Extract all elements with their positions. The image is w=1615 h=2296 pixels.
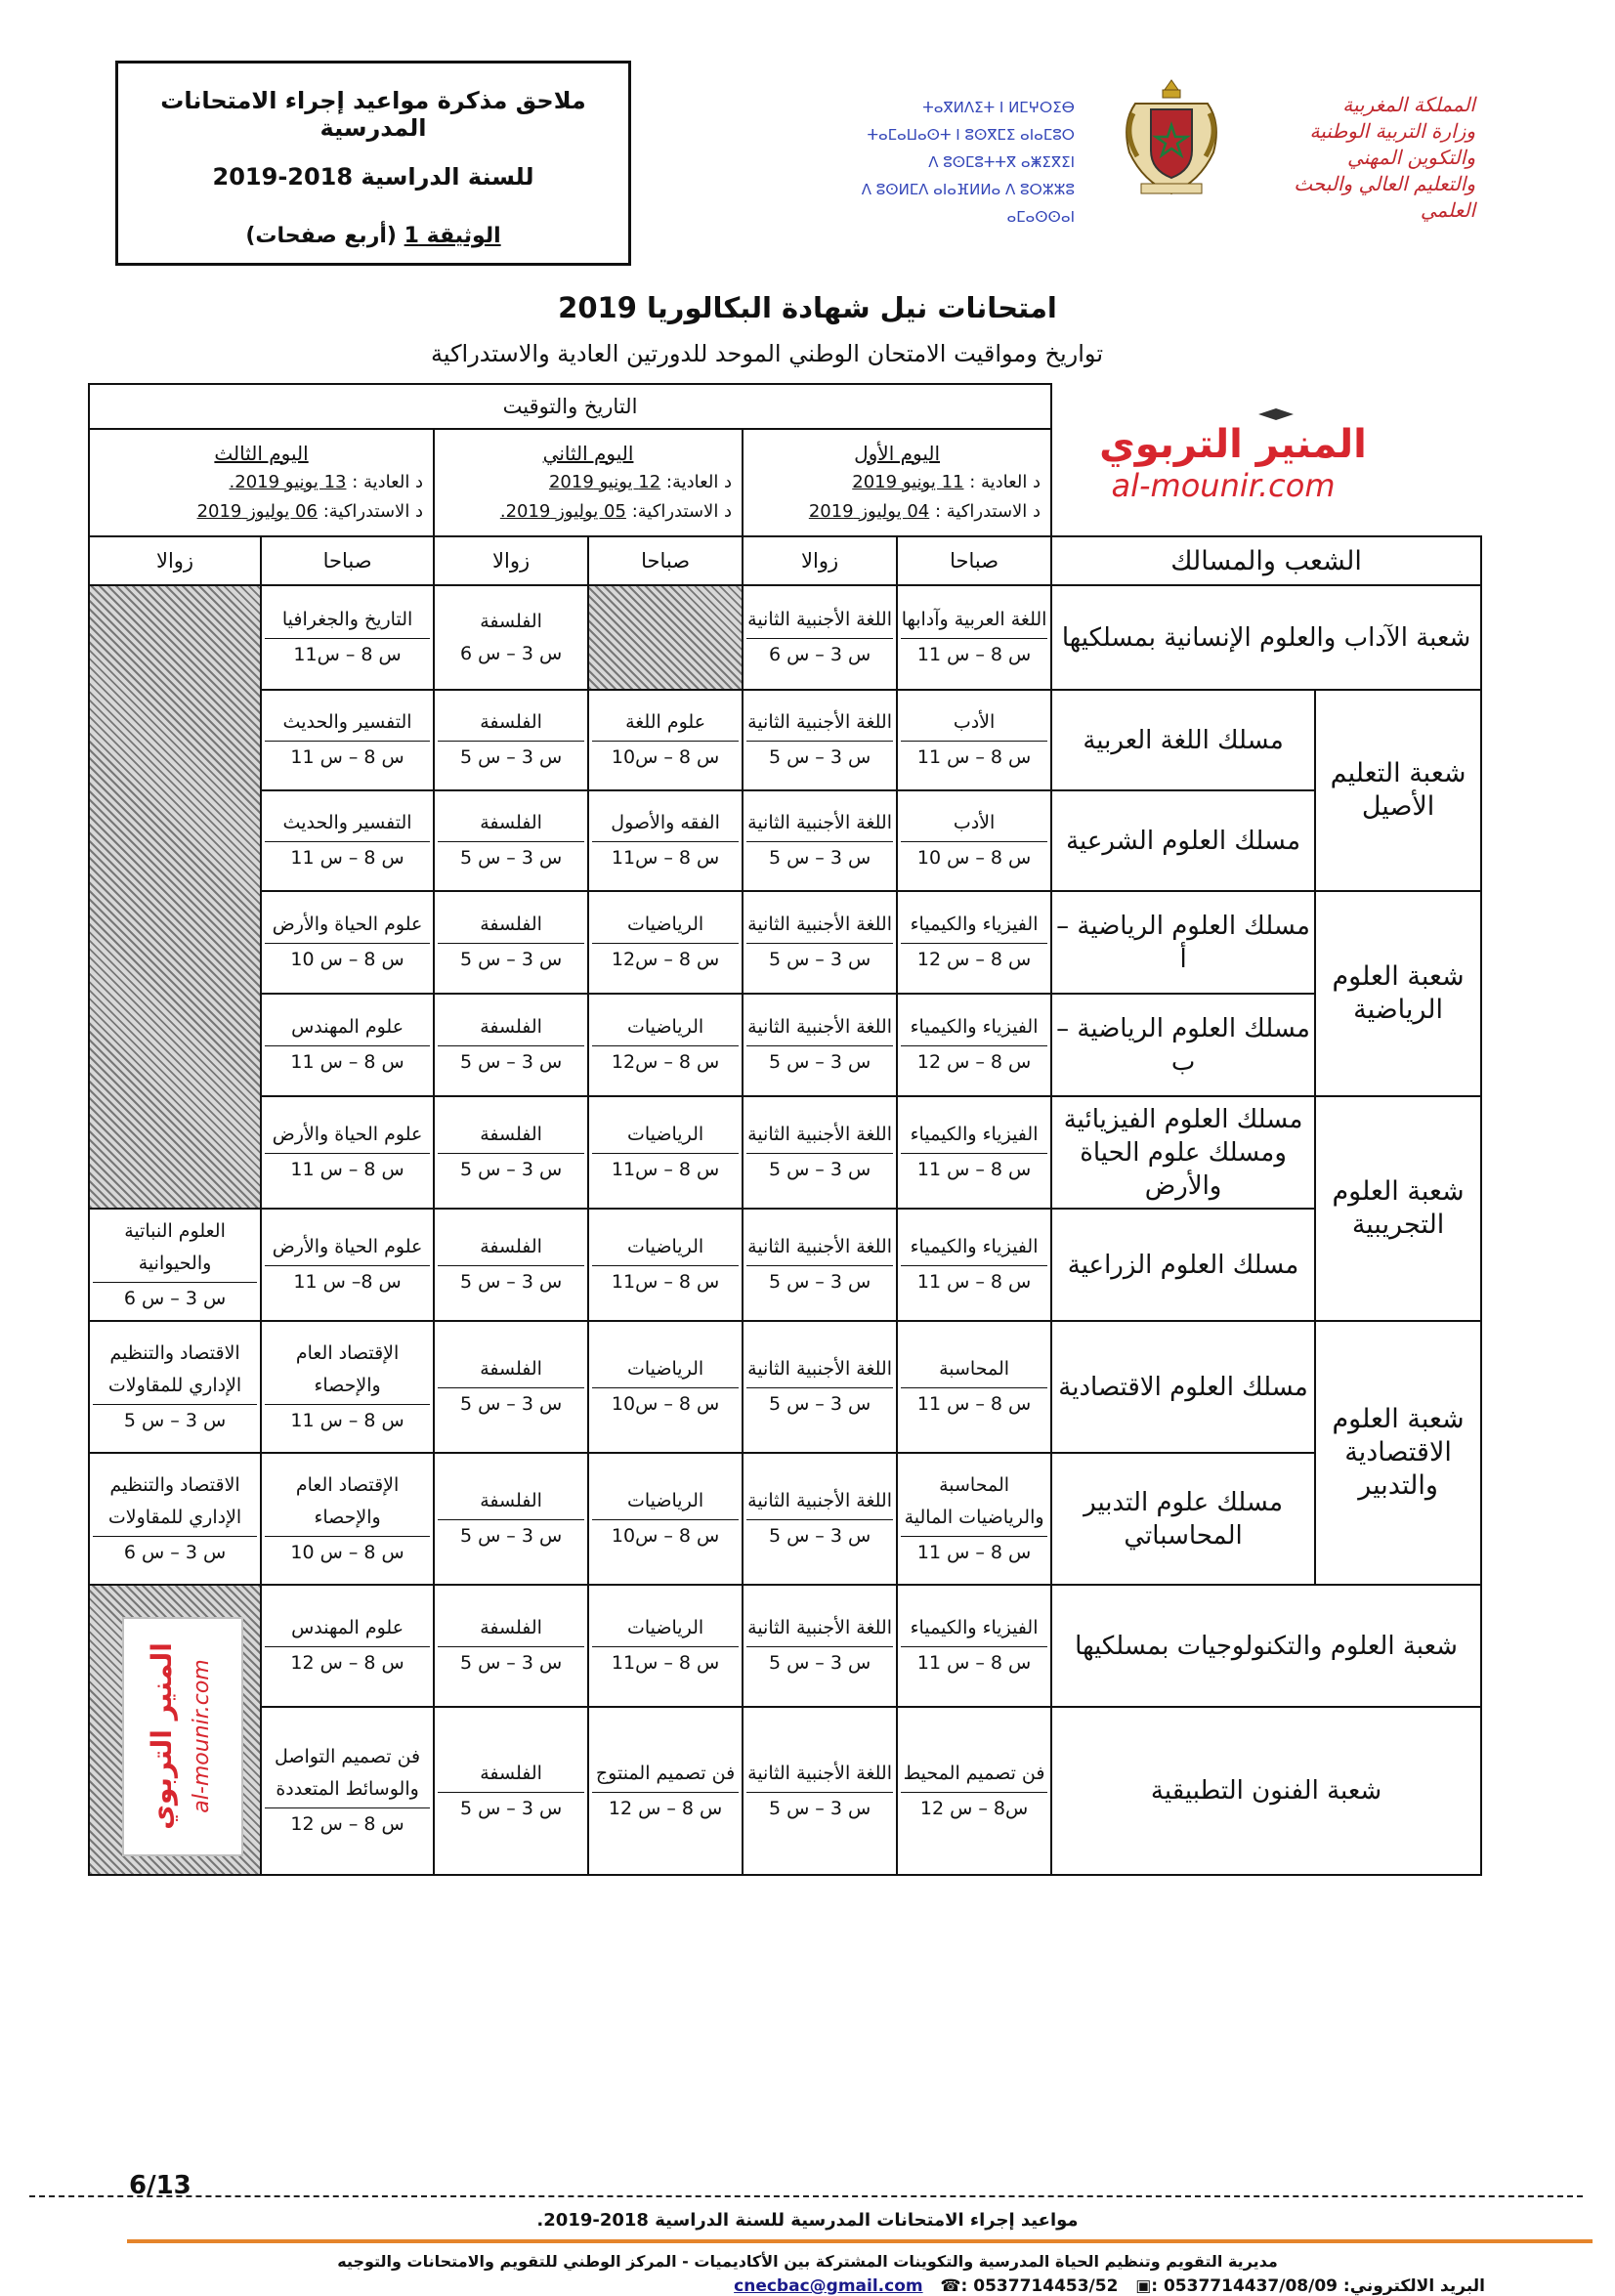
exam-cell [434,1707,588,1875]
exam-cell [897,1209,1051,1321]
subject: الفلسفة [480,914,542,935]
footer-org: مديرية التقويم وتنظيم الحياة المدرسية والتكوينات المشتركة بين الأكاديميات - المركز الوطني للتقويم والامتحانات والتوجيه [337,2252,1278,2271]
regular-date: 11 يونيو 2019 [852,472,964,492]
exam-cell [261,891,434,994]
branch-name: شعبة العلوم الرياضية [1315,891,1481,1096]
subject: التفسير والحديث [282,711,412,733]
time: س 8 – س 11 [901,1153,1047,1186]
exam-schedule-table [88,383,1482,1876]
session-label: د الاستدراكية : [934,501,1041,522]
time: س 3 – س 5 [438,1045,584,1079]
track-name: شعبة العلوم والتكنولوجيات بمسلكيها [1051,1585,1481,1707]
subject: اللغة الأجنبية الثانية [747,711,892,733]
tifinagh-line: ⴷ ⵓⵙⵎⵓⵜⵜⴳ ⴰⵥⵉⴳⵉⵏ [928,153,1075,171]
exam-cell [743,1453,897,1585]
footer-title: مواعيد إجراء الامتحانات المدرسية للسنة الدراسية 2018-2019. [536,2210,1079,2231]
subject: التفسير والحديث [282,812,412,833]
time: س 3 – س 5 [746,1265,893,1298]
track-name: مسلك العلوم الشرعية [1051,790,1315,891]
time: س 8 – س 12 [901,943,1047,976]
time: س 8 – س 12 [265,1646,430,1679]
time: س 8 – س 11 [901,1646,1047,1679]
ministry-line: والتكوين المهني [1346,146,1475,169]
branch-name: شعبة العلوم الاقتصادية والتدبير [1315,1321,1481,1585]
logo-text-ar: المنير التربوي [146,1642,178,1830]
exam-cell [743,1096,897,1209]
subject: الاقتصاد والتنظيم الإداري للمقاولات [107,1473,242,1528]
regular-date: 13 يونيو 2019. [229,472,347,492]
exam-cell [261,1707,434,1875]
time: س 8 – س11 [592,841,739,874]
exam-cell [743,994,897,1096]
catchup-date: 05 يوليوز 2019. [499,501,626,522]
time: س 3 – س 5 [746,1387,893,1421]
exam-cell [743,1707,897,1875]
subject: الرياضيات [626,1617,704,1638]
subject: اللغة الأجنبية الثانية [747,609,892,630]
track-name: مسلك اللغة العربية [1051,690,1315,790]
exam-cell [743,891,897,994]
time: س 8 – س 11 [265,1153,430,1186]
subject: الرياضيات [626,1358,704,1380]
time: س 8 – س 11 [901,1536,1047,1569]
afternoon-header: زوالا [434,536,588,585]
email-label: البريد الالكتروني: [1342,2276,1485,2296]
exam-cell [897,1707,1051,1875]
table-row [89,994,1481,1096]
exam-cell [743,1585,897,1707]
subject: اللغة الأجنبية الثانية [747,1762,892,1784]
exam-cell [897,1453,1051,1585]
track-name: مسلك علوم التدبير المحاسباتي [1051,1453,1315,1585]
subject: الرياضيات [626,1490,704,1511]
subject: المحاسبة [939,1358,1010,1380]
subject: الفلسفة [480,1490,542,1511]
table-row [89,1453,1481,1585]
time: س 8 – س 11 [265,1045,430,1079]
exam-cell [588,1209,743,1321]
time: س 3 – س 6 [93,1282,257,1315]
table-row [89,585,1481,690]
subject: فن تصميم التواصل والوسائط المتعددة [274,1746,421,1800]
subject: فن تصميم المحيط [903,1762,1045,1784]
time: س 3 – س 5 [438,1387,584,1421]
session-label: د الاستدراكية: [322,501,424,522]
day-3-header [89,429,434,536]
subject: الإقتصاد العام والإحصاء [295,1341,400,1396]
time: س 3 – س 5 [438,841,584,874]
afternoon-header: زوالا [743,536,897,585]
exam-cell [89,1321,261,1453]
exam-cell [588,994,743,1096]
exam-cell [434,1453,588,1585]
exam-cell [261,1585,434,1707]
al-mounir-logo-vertical [122,1617,243,1856]
time: س 8 – س11 [265,638,430,671]
subject: الرياضيات [626,1236,704,1257]
date-time-header: التاريخ والتوقيت [89,384,1051,429]
table-row [89,1209,1481,1321]
exam-cell [261,1096,434,1209]
exam-cell [434,1209,588,1321]
subject: التاريخ والجغرافيا [281,609,413,630]
subject: علوم المهندس [291,1617,404,1638]
exam-cell [588,1096,743,1209]
day-name: اليوم الأول [854,442,941,465]
subject: الفقه والأصول [611,812,720,833]
time: س 3 – س 5 [746,741,893,774]
no-exam-cell [588,585,743,690]
exam-cell [588,790,743,891]
time: س 3 – س 5 [746,1792,893,1825]
subject: الرياضيات [626,1124,704,1145]
catchup-date: 06 يوليوز 2019 [196,501,318,522]
track-name: شعبة الآداب والعلوم الإنسانية بمسلكيها [1051,585,1481,690]
session-label: د العادية: [665,472,733,492]
day-2-header [434,429,743,536]
time: س 8 – س 11 [265,1404,430,1437]
exam-cell [897,1096,1051,1209]
exam-cell [89,1209,261,1321]
subject: اللغة الأجنبية الثانية [747,1490,892,1511]
subject: اللغة الأجنبية الثانية [747,1016,892,1038]
morning-header: صباحا [897,536,1051,585]
ministry-line: والتعليم العالي والبحث العلمي [1294,172,1475,222]
subject: الرياضيات [626,1016,704,1038]
time: س 8 – س 11 [265,741,430,774]
logo-text-ar: المنير التربوي [1099,422,1367,467]
morning-header: صباحا [261,536,434,585]
day-1-header [743,429,1051,536]
subject: الفلسفة [480,1236,542,1257]
exam-cell [897,994,1051,1096]
exam-cell [588,1321,743,1453]
exam-cell [434,891,588,994]
subject: الفيزياء والكيمياء [910,1124,1039,1145]
subject: اللغة الأجنبية الثانية [747,1124,892,1145]
exam-cell [897,790,1051,891]
track-name: مسلك العلوم الرياضية – أ [1051,891,1315,994]
time: س 3 – س 5 [438,1792,584,1825]
session-label: د الاستدراكية: [631,501,733,522]
subject: الاقتصاد والتنظيم الإداري للمقاولات [107,1341,242,1396]
doc-pages: (أربع صفحات) [245,224,397,248]
time: س 8 – س 12 [592,1792,739,1825]
email-link[interactable]: cnecbac@gmail.com [734,2276,923,2296]
table-row [89,1585,1481,1707]
subject: الفلسفة [480,1016,542,1038]
memo-year: للسنة الدراسية 2018-2019 [212,163,534,191]
phone-number: 0537714453/52 [973,2276,1119,2296]
memo-doc-label [118,224,628,248]
tracks-header: الشعب والمسالك [1051,536,1481,585]
subject: العلوم النباتية والحيوانية [124,1219,226,1274]
subject: الفيزياء والكيمياء [910,1016,1039,1038]
tifinagh-line: ⵜⴰⴳⵍⴷⵉⵜ ⵏ ⵍⵎⵖⵔⵉⴱ [922,99,1075,116]
time: س 3 – س 6 [746,638,893,671]
exam-cell [588,1585,743,1707]
time: س 8 – س 12 [901,1045,1047,1079]
subject: الإقتصاد العام والإحصاء [295,1473,400,1528]
time: س 3 – س 5 [746,841,893,874]
regular-date: 12 يونيو 2019 [548,472,661,492]
subject: علوم اللغة [625,711,706,733]
time: س 3 – س 5 [438,1265,584,1298]
exam-cell [261,790,434,891]
session-label: د العادية : [352,472,424,492]
time: س 3 – س 5 [746,1646,893,1679]
ministry-line: وزارة التربية الوطنية [1309,119,1475,143]
subject: الفلسفة [480,1124,542,1145]
track-name: مسلك العلوم الزراعية [1051,1209,1315,1321]
exam-cell [261,585,434,690]
subject: علوم الحياة والأرض [272,914,423,935]
exam-cell [743,1321,897,1453]
exam-cell [434,790,588,891]
exam-cell [897,690,1051,790]
catchup-date: 04 يوليوز 2019 [808,501,930,522]
ministry-line: المملكة المغربية [1342,93,1475,116]
logo-text-latin: al-mounir.com [1111,467,1336,504]
coat-of-arms-icon [1114,74,1229,201]
fax-icon: ▣ [1135,2276,1152,2296]
doc-number: الوثيقة 1 [404,224,501,248]
no-exam-cell [89,585,261,1209]
exam-cell [743,790,897,891]
subject: علوم الحياة والأرض [272,1236,423,1257]
subject: الفلسفة [480,1762,542,1784]
logo-text-latin: al-mounir.com [190,1659,214,1813]
tifinagh-line: ⵜⴰⵎⴰⵡⴰⵙⵜ ⵏ ⵓⵙⴳⵎⵉ ⴰⵏⴰⵎⵓⵔ [867,126,1075,144]
subject: اللغة الأجنبية الثانية [747,1236,892,1257]
al-mounir-logo [1067,408,1380,504]
exam-cell [743,1209,897,1321]
subject: اللغة الأجنبية الثانية [747,1617,892,1638]
page-title: امتحانات نيل شهادة البكالوريا 2019 [558,291,1057,324]
table-row [89,891,1481,994]
fax-number: 0537714437/08/09 [1163,2276,1338,2296]
table-row [89,1096,1481,1209]
subject: المحاسبة والرياضيات المالية [904,1473,1044,1528]
subject: الفلسفة [480,1617,542,1638]
time: س 8 – س12 [592,1045,739,1079]
time: س 8 – س 10 [901,841,1047,874]
time: س 8 – س10 [592,1519,739,1552]
exam-cell [89,1453,261,1585]
time: س 3 – س 5 [746,1045,893,1079]
exam-cell [261,1453,434,1585]
day-name: اليوم الثاني [542,442,634,465]
afternoon-header: زوالا [89,536,261,585]
time: س 8 – س 11 [265,841,430,874]
exam-cell [588,1453,743,1585]
subject: الفيزياء والكيمياء [910,1617,1039,1638]
exam-cell [261,1321,434,1453]
table-row [89,690,1481,790]
table-row [89,1321,1481,1453]
subject: اللغة العربية وآدابها [901,609,1047,630]
time: س 3 – س 5 [746,1519,893,1552]
exam-cell [743,690,897,790]
subject: الفلسفة [480,812,542,833]
branch-name: شعبة العلوم التجريبية [1315,1096,1481,1321]
exam-cell [897,1585,1051,1707]
ministry-name [1241,92,1475,224]
track-name: مسلك العلوم الفيزيائية ومسلك علوم الحياة والأرض [1051,1096,1315,1209]
track-name: شعبة الفنون التطبيقية [1051,1707,1481,1875]
time: س 3 – س 5 [438,741,584,774]
time: س8 – س 12 [901,1792,1047,1825]
time: س 3 – س 5 [438,1646,584,1679]
exam-cell [434,994,588,1096]
subject: الفيزياء والكيمياء [910,1236,1039,1257]
time: س 8 – س11 [592,1265,739,1298]
subject: الأدب [953,711,996,733]
exam-cell [743,585,897,690]
time: س 3 – س 5 [438,943,584,976]
exam-cell [261,1209,434,1321]
exam-cell [434,1096,588,1209]
subject: اللغة الأجنبية الثانية [747,914,892,935]
time: س 3 – س 5 [438,1519,584,1552]
exam-cell [588,891,743,994]
time: س 8 – س 10 [265,943,430,976]
subject: فن تصميم المنتوج [595,1762,736,1784]
footer-divider [29,2195,1583,2197]
subject: الفلسفة [480,711,542,733]
subject: علوم المهندس [291,1016,404,1038]
subject: الفيزياء والكيمياء [910,914,1039,935]
time: س 3 – س 5 [746,1153,893,1186]
session-label: د العادية : [969,472,1041,492]
time: س 8 – س12 [592,943,739,976]
memo-title: ملاحق مذكرة مواعيد إجراء الامتحانات المدرسية [160,87,586,142]
exam-cell [261,690,434,790]
exam-cell [434,1585,588,1707]
time: س 3 – س 6 [93,1536,257,1569]
exam-cell [588,1707,743,1875]
subject: اللغة الأجنبية الثانية [747,1358,892,1380]
footer-rule [127,2239,1593,2243]
subject: الفلسفة [480,1358,542,1380]
time: س 8 – س10 [592,1387,739,1421]
tifinagh-line: ⴷ ⵓⵙⵍⵎⴷ ⴰⵏⴰⴼⵍⵍⴰ ⴷ ⵓⵔⵣⵣⵓ ⴰⵎⴰⵙⵙⴰⵏ [861,181,1075,226]
time: س 8 – س11 [592,1153,739,1186]
table-row [89,790,1481,891]
exam-cell [897,585,1051,690]
time: س 8 – س 11 [901,638,1047,671]
phone-icon: ☎ [940,2276,961,2296]
table-row [89,1707,1481,1875]
track-name: مسلك العلوم الرياضية – ب [1051,994,1315,1096]
exam-cell [434,1321,588,1453]
day-name: اليوم الثالث [214,442,309,465]
exam-cell [897,891,1051,994]
subject: اللغة الأجنبية الثانية [747,812,892,833]
time: س 8 – س10 [592,741,739,774]
page-subtitle: تواريخ ومواقيت الامتحان الوطني الموحد للدورتين العادية والاستدراكية [430,340,1104,367]
exam-cell [261,994,434,1096]
page-number: 6/13 [129,2171,191,2200]
time: س 8 – س 10 [265,1536,430,1569]
track-name: مسلك العلوم الاقتصادية [1051,1321,1315,1453]
time: س 3 – س 5 [93,1404,257,1437]
subject: الرياضيات [626,914,704,935]
time: س 8– س 11 [265,1265,430,1298]
time: س 8 – س 12 [265,1807,430,1841]
time: س 3 – س 5 [746,943,893,976]
memo-box [115,61,631,266]
ministry-tifinagh [840,94,1075,231]
morning-header: صباحا [588,536,743,585]
time: س 8 – س11 [592,1646,739,1679]
exam-cell [434,690,588,790]
subject: الأدب [953,812,996,833]
exam-cell [588,690,743,790]
time: س 8 – س 11 [901,1387,1047,1421]
branch-name: شعبة التعليم الأصيل [1315,690,1481,891]
time: س 8 – س 11 [901,1265,1047,1298]
time: س 3 – س 5 [438,1153,584,1186]
exam-cell [434,585,588,690]
subject: علوم الحياة والأرض [272,1124,423,1145]
exam-cell [897,1321,1051,1453]
subject: الفلسفة [480,610,542,632]
time: س 3 – س 6 [459,642,563,664]
time: س 8 – س 11 [901,741,1047,774]
